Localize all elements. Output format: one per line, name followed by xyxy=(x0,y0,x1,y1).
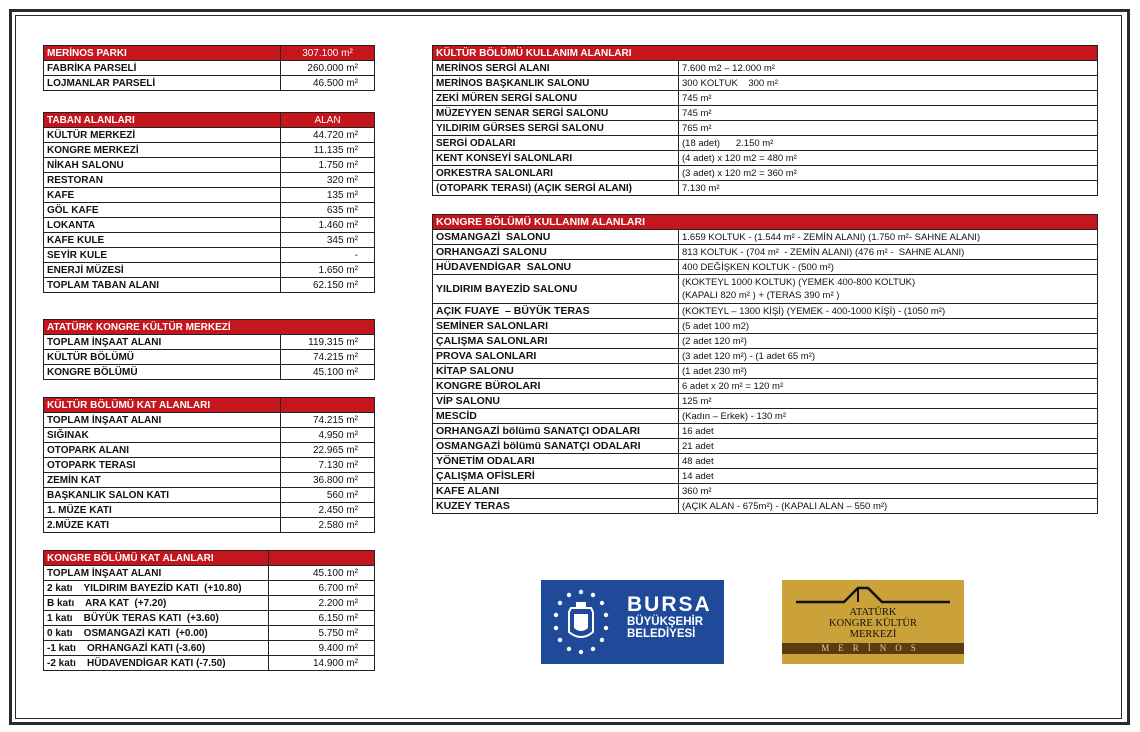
row-label: VİP SALONU xyxy=(433,394,679,409)
logo-line: BÜYÜKŞEHİR xyxy=(627,616,704,628)
row-label: HÜDAVENDİGAR SALONU xyxy=(433,260,679,275)
table-row xyxy=(44,656,375,671)
row-label: GÖL KAFE xyxy=(44,203,281,218)
row-value: (KOKTEYL – 1300 KİŞİ) (YEMEK - 400-1000 KİŞİ) - (1050 m²) xyxy=(679,304,1098,319)
row-value: (3 adet 120 m²) - (1 adet 65 m²) xyxy=(679,349,1098,364)
table-row xyxy=(433,484,1098,499)
table-header-row xyxy=(44,551,375,566)
row-value: 813 KOLTUK - (704 m² - ZEMİN ALANI) (476 m² - SAHNE ALANI) xyxy=(679,245,1098,260)
row-value: 48 adet xyxy=(679,454,1098,469)
table-row xyxy=(433,394,1098,409)
row-label: 1. MÜZE KATI xyxy=(44,503,281,518)
row-label: B katı ARA KAT (+7.20) xyxy=(44,596,269,611)
row-label: KİTAP SALONU xyxy=(433,364,679,379)
table-row xyxy=(44,428,375,443)
row-label: -1 katı ORHANGAZİ KATI (-3.60) xyxy=(44,641,269,656)
row-value: (2 adet 120 m²) xyxy=(679,334,1098,349)
akm-table xyxy=(43,319,375,380)
table-row xyxy=(44,503,375,518)
row-value: 400 DEĞİŞKEN KOLTUK - (500 m²) xyxy=(679,260,1098,275)
table-row xyxy=(44,488,375,503)
row-label: LOKANTA xyxy=(44,218,281,233)
row-value: 1.650 m² xyxy=(281,263,375,278)
table-row xyxy=(44,566,375,581)
row-value: 14.900 m² xyxy=(269,656,375,671)
table-row xyxy=(44,581,375,596)
table-row xyxy=(44,413,375,428)
row-value: 5.750 m² xyxy=(269,626,375,641)
parcel-label: LOJMANLAR PARSELİ xyxy=(44,76,281,91)
row-value-line: (KAPALI 820 m² ) + (TERAS 390 m² ) xyxy=(682,290,840,301)
table-row xyxy=(433,245,1098,260)
row-value: 745 m² xyxy=(679,106,1098,121)
row-label: KENT KONSEYİ SALONLARI xyxy=(433,151,679,166)
row-label: 2.MÜZE KATI xyxy=(44,518,281,533)
row-value: 2.450 m² xyxy=(281,503,375,518)
table-row xyxy=(433,76,1098,91)
row-value: 22.965 m² xyxy=(281,443,375,458)
table-row xyxy=(44,128,375,143)
table-header-row xyxy=(433,215,1098,230)
kultur-kullanim-table xyxy=(432,45,1098,196)
row-label: MERİNOS SERGİ ALANI xyxy=(433,61,679,76)
logo-line: BURSA xyxy=(627,593,712,616)
table-row xyxy=(44,350,375,365)
table-title: KONGRE BÖLÜMÜ KULLANIM ALANLARI xyxy=(433,215,1098,230)
table-row xyxy=(433,424,1098,439)
row-value: 21 adet xyxy=(679,439,1098,454)
merinos-band: MERİNOS xyxy=(782,643,964,654)
row-value: 14 adet xyxy=(679,469,1098,484)
akm-roofline-icon xyxy=(782,580,964,610)
bursa-logo-text xyxy=(627,594,712,640)
table-row xyxy=(44,596,375,611)
row-value: 7.130 m² xyxy=(679,181,1098,196)
row-value: (1 adet 230 m²) xyxy=(679,364,1098,379)
akm-merinos-logo xyxy=(782,580,964,664)
row-label: MERİNOS BAŞKANLIK SALONU xyxy=(433,76,679,91)
emblem-icon xyxy=(541,580,621,664)
row-label: MESCİD xyxy=(433,409,679,424)
row-label: OSMANGAZİ bölümü SANATÇI ODALARI xyxy=(433,439,679,454)
table-row xyxy=(433,275,1098,304)
table-row xyxy=(433,106,1098,121)
row-value: 9.400 m² xyxy=(269,641,375,656)
row-value: 765 m² xyxy=(679,121,1098,136)
row-value: 7.600 m2 – 12.000 m² xyxy=(679,61,1098,76)
row-label: YÖNETİM ODALARI xyxy=(433,454,679,469)
logo-line: KONGRE KÜLTÜR xyxy=(829,618,917,629)
row-label: ZEKİ MÜREN SERGİ SALONU xyxy=(433,91,679,106)
row-value: 119.315 m² xyxy=(281,335,375,350)
row-value: (18 adet) 2.150 m² xyxy=(679,136,1098,151)
row-label: TOPLAM İNŞAAT ALANI xyxy=(44,335,281,350)
row-label: ÇALIŞMA SALONLARI xyxy=(433,334,679,349)
row-label: KUZEY TERAS xyxy=(433,499,679,514)
row-value: 300 KOLTUK 300 m² xyxy=(679,76,1098,91)
bursa-buyuksehir-logo xyxy=(541,580,724,664)
row-label: OTOPARK TERASI xyxy=(44,458,281,473)
row-label: 1 katı BÜYÜK TERAS KATI (+3.60) xyxy=(44,611,269,626)
row-value: 125 m² xyxy=(679,394,1098,409)
row-value: 44.720 m² xyxy=(281,128,375,143)
park-value: 307.100 m² xyxy=(281,46,375,61)
row-label: ZEMİN KAT xyxy=(44,473,281,488)
row-value: 74.215 m² xyxy=(281,413,375,428)
table-row xyxy=(433,334,1098,349)
table-row xyxy=(44,263,375,278)
column-header: ALAN xyxy=(281,113,375,128)
table-header-row xyxy=(433,46,1098,61)
table-row xyxy=(44,173,375,188)
row-label: 2 katı YILDIRIM BAYEZİD KATI (+10.80) xyxy=(44,581,269,596)
row-value: 1.659 KOLTUK - (1.544 m² - ZEMİN ALANI) (1.750 m²- SAHNE ALANI) xyxy=(679,230,1098,245)
row-value: 560 m² xyxy=(281,488,375,503)
row-label: KÜLTÜR MERKEZİ xyxy=(44,128,281,143)
table-row xyxy=(44,641,375,656)
table-header-row xyxy=(44,398,375,413)
row-label: KAFE KULE xyxy=(44,233,281,248)
row-label: BAŞKANLIK SALON KATI xyxy=(44,488,281,503)
row-value: 1.750 m² xyxy=(281,158,375,173)
row-value: 74.215 m² xyxy=(281,350,375,365)
table-header-row xyxy=(44,320,375,335)
table-row xyxy=(44,626,375,641)
row-value: 2.580 m² xyxy=(281,518,375,533)
table-row xyxy=(433,181,1098,196)
logo-line: BELEDİYESİ xyxy=(627,628,696,640)
row-label: SEYİR KULE xyxy=(44,248,281,263)
table-row xyxy=(44,335,375,350)
row-value: 360 m² xyxy=(679,484,1098,499)
table-row xyxy=(44,233,375,248)
row-label: KONGRE BÜROLARI xyxy=(433,379,679,394)
header-blank-cell xyxy=(269,551,375,566)
row-value: 1.460 m² xyxy=(281,218,375,233)
row-label: (OTOPARK TERASI) (AÇIK SERGİ ALANI) xyxy=(433,181,679,196)
row-value: 320 m² xyxy=(281,173,375,188)
row-label: KÜLTÜR BÖLÜMÜ xyxy=(44,350,281,365)
row-label: KAFE ALANI xyxy=(433,484,679,499)
table-row xyxy=(44,518,375,533)
table-title: TABAN ALANLARI xyxy=(44,113,281,128)
row-value: (Kadın – Erkek) - 130 m² xyxy=(679,409,1098,424)
parks-table xyxy=(43,45,375,91)
kultur-kat-table xyxy=(43,397,375,533)
table-row xyxy=(44,76,375,91)
table-row xyxy=(44,218,375,233)
row-value: 2.200 m² xyxy=(269,596,375,611)
table-row xyxy=(433,260,1098,275)
row-label: SEMİNER SALONLARI xyxy=(433,319,679,334)
row-value: 45.100 m² xyxy=(281,365,375,380)
park-label: MERİNOS PARKI xyxy=(44,46,281,61)
table-row xyxy=(433,439,1098,454)
table-row xyxy=(433,364,1098,379)
table-row xyxy=(44,203,375,218)
row-label: OTOPARK ALANI xyxy=(44,443,281,458)
table-title: ATATÜRK KONGRE KÜLTÜR MERKEZİ xyxy=(44,320,375,335)
row-value: 16 adet xyxy=(679,424,1098,439)
row-value: (AÇIK ALAN - 675m²) - (KAPALI ALAN – 550 m²) xyxy=(679,499,1098,514)
logo-line: MERKEZİ xyxy=(849,629,897,640)
table-row xyxy=(44,61,375,76)
row-value: 345 m² xyxy=(281,233,375,248)
row-label: OSMANGAZİ SALONU xyxy=(433,230,679,245)
row-label: KONGRE BÖLÜMÜ xyxy=(44,365,281,380)
table-row xyxy=(44,611,375,626)
row-label: YILDIRIM GÜRSES SERGİ SALONU xyxy=(433,121,679,136)
row-value: (4 adet) x 120 m2 = 480 m² xyxy=(679,151,1098,166)
table-row xyxy=(433,454,1098,469)
row-value xyxy=(679,275,1098,304)
row-value: 635 m² xyxy=(281,203,375,218)
table-row xyxy=(433,61,1098,76)
row-value: 6 adet x 20 m² = 120 m² xyxy=(679,379,1098,394)
table-row xyxy=(433,151,1098,166)
table-title: KONGRE BÖLÜMÜ KAT ALANLARI xyxy=(44,551,269,566)
table-row xyxy=(433,349,1098,364)
row-value: 45.100 m² xyxy=(269,566,375,581)
total-label: TOPLAM TABAN ALANI xyxy=(44,278,281,293)
table-row xyxy=(433,409,1098,424)
table-row xyxy=(44,188,375,203)
row-label: TOPLAM İNŞAAT ALANI xyxy=(44,413,281,428)
row-label: SIĞINAK xyxy=(44,428,281,443)
table-row xyxy=(44,46,375,61)
table-row xyxy=(44,473,375,488)
row-value: 11.135 m² xyxy=(281,143,375,158)
row-value-line: (KOKTEYL 1000 KOLTUK) (YEMEK 400-800 KOLTUK) xyxy=(682,277,916,288)
row-value: 36.800 m² xyxy=(281,473,375,488)
table-row xyxy=(433,304,1098,319)
row-value: - xyxy=(281,248,375,263)
row-value: (5 adet 100 m2) xyxy=(679,319,1098,334)
row-label: 0 katı OSMANGAZİ KATI (+0.00) xyxy=(44,626,269,641)
table-row xyxy=(44,158,375,173)
row-label: -2 katı HÜDAVENDİGAR KATI (-7.50) xyxy=(44,656,269,671)
kongre-kat-table xyxy=(43,550,375,671)
row-value: 6.700 m² xyxy=(269,581,375,596)
total-value: 62.150 m² xyxy=(281,278,375,293)
header-blank-cell xyxy=(281,398,375,413)
table-header-row xyxy=(44,113,375,128)
table-row xyxy=(44,365,375,380)
row-value: 6.150 m² xyxy=(269,611,375,626)
row-label: PROVA SALONLARI xyxy=(433,349,679,364)
table-title: KÜLTÜR BÖLÜMÜ KULLANIM ALANLARI xyxy=(433,46,1098,61)
parcel-value: 46.500 m² xyxy=(281,76,375,91)
table-row xyxy=(433,319,1098,334)
table-row xyxy=(44,278,375,293)
table-row xyxy=(44,143,375,158)
row-label: SERGİ ODALARI xyxy=(433,136,679,151)
row-label: RESTORAN xyxy=(44,173,281,188)
parcel-value: 260.000 m² xyxy=(281,61,375,76)
row-value: 745 m² xyxy=(679,91,1098,106)
table-title: KÜLTÜR BÖLÜMÜ KAT ALANLARI xyxy=(44,398,281,413)
row-label: MÜZEYYEN SENAR SERGİ SALONU xyxy=(433,106,679,121)
table-row xyxy=(44,458,375,473)
row-value: 7.130 m² xyxy=(281,458,375,473)
row-label: AÇIK FUAYE – BÜYÜK TERAS xyxy=(433,304,679,319)
taban-table xyxy=(43,112,375,293)
table-row xyxy=(433,230,1098,245)
row-label: ORHANGAZİ bölümü SANATÇI ODALARI xyxy=(433,424,679,439)
row-label: YILDIRIM BAYEZİD SALONU xyxy=(433,275,679,304)
row-label: ORKESTRA SALONLARI xyxy=(433,166,679,181)
row-label: KAFE xyxy=(44,188,281,203)
logo-line: ATATÜRK xyxy=(849,607,897,618)
row-label: KONGRE MERKEZİ xyxy=(44,143,281,158)
table-row xyxy=(44,443,375,458)
parcel-label: FABRİKA PARSELİ xyxy=(44,61,281,76)
table-row xyxy=(433,121,1098,136)
row-label: NİKAH SALONU xyxy=(44,158,281,173)
row-value: 135 m² xyxy=(281,188,375,203)
table-row xyxy=(433,91,1098,106)
table-row xyxy=(433,469,1098,484)
kongre-kullanim-table xyxy=(432,214,1098,514)
row-label: ENERJİ MÜZESİ xyxy=(44,263,281,278)
table-row xyxy=(433,136,1098,151)
row-value: 4.950 m² xyxy=(281,428,375,443)
row-label: ÇALIŞMA OFİSLERİ xyxy=(433,469,679,484)
table-row xyxy=(433,166,1098,181)
table-row xyxy=(44,248,375,263)
row-label: ORHANGAZİ SALONU xyxy=(433,245,679,260)
table-row xyxy=(433,499,1098,514)
table-row xyxy=(433,379,1098,394)
row-label: TOPLAM İNŞAAT ALANI xyxy=(44,566,269,581)
row-value: (3 adet) x 120 m2 = 360 m² xyxy=(679,166,1098,181)
